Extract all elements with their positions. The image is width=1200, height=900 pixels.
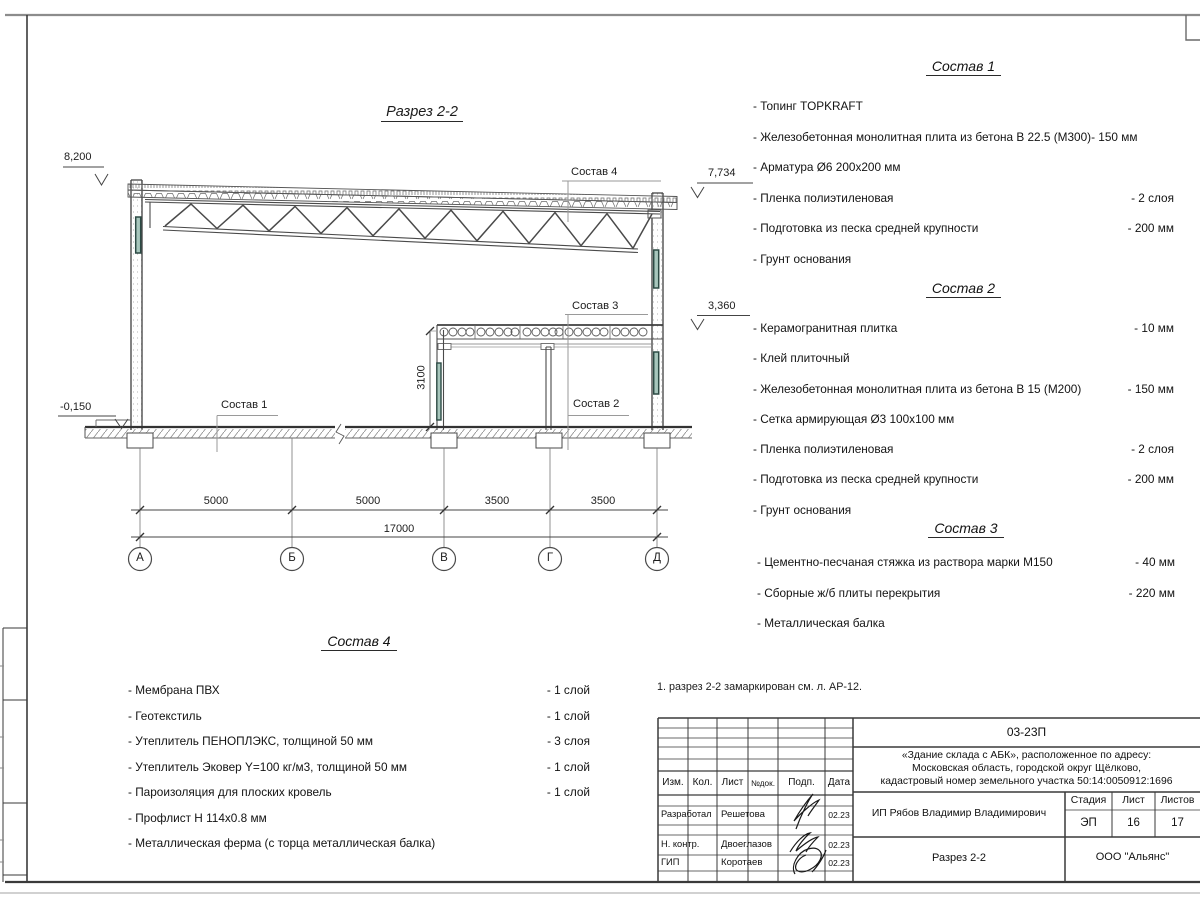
item-value: - 3 слоя — [547, 734, 590, 748]
list-item — [753, 321, 1174, 351]
list-item — [753, 412, 1174, 442]
signature-korotaev — [793, 848, 826, 874]
tb-col-izm: Изм. — [662, 777, 684, 788]
wall-column-section — [654, 352, 659, 394]
item-text: - Железобетонная монолитная плита из бетона В 22.5 (М300)- 150 мм — [753, 129, 1138, 144]
wall-left — [131, 180, 142, 430]
dim-height: 3100 — [415, 365, 428, 390]
callout-sostav1: Состав 1 — [221, 399, 268, 411]
section-title: Разрез 2-2 — [366, 104, 478, 122]
item-text: - Топинг TOPKRAFT — [753, 99, 863, 113]
elevation-floor: -0,150 — [60, 401, 92, 413]
tb-stadia-label: Стадия — [1070, 795, 1107, 806]
list-item — [128, 683, 590, 709]
tb-project-line1: «Здание склада с АБК», расположенное по адресу: — [901, 750, 1152, 761]
tb-col-list: Лист — [721, 777, 744, 788]
list-item — [128, 811, 590, 837]
item-text: - Сборные ж/б плиты перекрытия — [757, 585, 941, 600]
list-item — [753, 382, 1174, 412]
list-item — [753, 252, 1174, 283]
sostav2-title: Состав 2 — [926, 280, 1001, 298]
item-value: - 220 мм — [1128, 585, 1175, 600]
tb-name-1: Двоеглазов — [721, 839, 772, 850]
item-value: - 2 слоя — [1131, 442, 1174, 457]
side-stamp — [0, 628, 27, 882]
list-item — [128, 734, 590, 760]
callout-sostav3: Состав 3 — [572, 300, 619, 312]
item-text: - Пленка полиэтиленовая — [753, 190, 894, 205]
tb-col-kol: Кол. — [692, 777, 713, 788]
dim-3500-1: 3500 — [484, 495, 510, 507]
mezzanine-columns — [437, 325, 551, 430]
list-item — [753, 130, 1174, 161]
tb-project-line3: кадастровый номер земельного участка 50:14:0050912:1696 — [880, 776, 1173, 787]
item-value: - 2 слоя — [1131, 190, 1174, 205]
elevation-roof-right: 7,734 — [708, 167, 736, 179]
item-text: - Утеплитель ПЕНОПЛЭКС, толщиной 50 мм — [128, 734, 374, 748]
tb-doc-code: 03-23П — [1006, 725, 1047, 739]
dim-5000-2: 5000 — [355, 495, 381, 507]
item-text: - Железобетонная монолитная плита из бетона В 15 (М200) — [753, 381, 1082, 396]
axis-bubble-g: Г — [546, 552, 554, 564]
item-text: - Металлическая балка — [757, 616, 885, 630]
building-section — [58, 167, 753, 571]
item-value: - 1 слой — [546, 759, 590, 774]
list-item — [128, 836, 590, 862]
axis-bubbles — [129, 548, 669, 571]
tb-sheet-num: 16 — [1127, 817, 1140, 829]
axis-bubble-v: В — [440, 552, 448, 564]
elevation-roof-left: 8,200 — [64, 151, 92, 163]
item-text: - Керамогранитная плитка — [753, 321, 898, 335]
tb-sheets-total: 17 — [1171, 817, 1184, 829]
dim-total: 17000 — [383, 523, 415, 535]
tb-name-2: Коротаев — [721, 857, 763, 868]
item-text: - Мембрана ПВХ — [128, 683, 220, 697]
item-value: - 1 слой — [546, 785, 590, 799]
callout-sostav4: Состав 4 — [571, 166, 618, 178]
item-text: - Сетка армирующая Ø3 100х100 мм — [753, 411, 955, 426]
item-text: - Грунт основания — [753, 502, 852, 517]
tb-stadia-value: ЭП — [1080, 817, 1097, 829]
list-item — [753, 221, 1174, 252]
list-item — [757, 616, 1175, 647]
item-text: - Клей плиточный — [753, 351, 850, 366]
tb-client: ИП Рябов Владимир Владимирович — [871, 808, 1047, 819]
item-value: - 40 мм — [1135, 555, 1175, 569]
item-text: - Грунт основания — [753, 251, 852, 266]
tb-col-podp: Подп. — [788, 777, 815, 788]
sostav1-title: Состав 1 — [926, 58, 1001, 76]
signature-dvoeglazov — [790, 833, 818, 852]
tb-date-1: 02.23 — [828, 840, 850, 850]
tb-role-0: Разработал — [661, 809, 712, 819]
tb-date-2: 02.23 — [828, 858, 850, 868]
tb-col-ndok: №док. — [751, 779, 775, 788]
tb-role-1: Н. контр. — [661, 839, 700, 849]
mezzanine-slab — [437, 325, 663, 350]
dim-5000-1: 5000 — [203, 495, 229, 507]
tb-col-data: Дата — [827, 777, 851, 788]
list-item — [128, 709, 590, 735]
list-item — [757, 586, 1175, 617]
item-value: - 10 мм — [1134, 321, 1174, 335]
list-item — [757, 555, 1175, 586]
wall-column-section — [136, 217, 141, 253]
item-text: - Пароизоляция для плоских кровель — [128, 785, 332, 799]
wall-right — [652, 193, 663, 430]
item-text: - Арматура Ø6 200х200 мм — [753, 160, 901, 174]
tb-name-0: Решетова — [721, 809, 765, 820]
item-value: - 200 мм — [1127, 472, 1174, 487]
column-section — [437, 363, 441, 420]
signature-reshetova — [794, 794, 819, 829]
item-text: - Цементно-песчаная стяжка из раствора марки М150 — [757, 555, 1053, 569]
dim-3500-2: 3500 — [590, 495, 616, 507]
sostav3-list — [757, 520, 1175, 647]
list-item — [753, 351, 1174, 381]
item-value: - 200 мм — [1127, 221, 1174, 235]
list-item — [753, 442, 1174, 472]
axis-bubble-a: А — [136, 552, 144, 564]
footnote: 1. разрез 2-2 замаркирован см. л. АР-12. — [657, 681, 863, 693]
tb-listov-label: Листов — [1160, 795, 1195, 806]
sostav4-title: Состав 4 — [321, 633, 396, 651]
item-text: - Геотекстиль — [128, 708, 202, 723]
tb-list-label: Лист — [1122, 795, 1145, 806]
tb-project-line2: Московская область, городской округ Щёлково, — [911, 763, 1142, 774]
list-item — [753, 472, 1174, 502]
item-text: - Пленка полиэтиленовая — [753, 442, 894, 457]
list-item — [753, 160, 1174, 191]
axis-bubble-b: Б — [288, 552, 296, 564]
item-value: - 1 слой — [546, 683, 590, 697]
sostav4-list — [128, 633, 590, 862]
elevation-mezzanine: 3,360 — [708, 300, 736, 312]
item-text: - Утеплитель Эковер Y=100 кг/м3, толщиной 50 мм — [128, 759, 408, 774]
list-item — [128, 760, 590, 786]
list-item — [753, 191, 1174, 222]
item-text: - Подготовка из песка средней крупности — [753, 221, 979, 235]
list-item — [128, 785, 590, 811]
floor-slab — [85, 420, 692, 448]
item-value: - 150 мм — [1127, 381, 1174, 396]
list-item — [753, 99, 1174, 130]
tb-role-2: ГИП — [661, 857, 680, 867]
item-value: - 1 слой — [546, 708, 590, 723]
axis-bubble-d: Д — [653, 552, 661, 564]
tb-org: ООО "Альянс" — [1095, 851, 1170, 863]
tb-sheet-title: Разрез 2-2 — [931, 852, 986, 864]
item-text: - Подготовка из песка средней крупности — [753, 472, 979, 487]
item-text: - Профлист Н 114х0.8 мм — [128, 810, 267, 825]
tb-date-0: 02.23 — [828, 810, 850, 820]
wall-column-section — [654, 250, 659, 288]
sostav1-list — [753, 58, 1174, 282]
callout-sostav2: Состав 2 — [573, 398, 620, 410]
sostav3-title: Состав 3 — [928, 520, 1003, 538]
item-text: - Металлическая ферма (с торца металлическая балка) — [128, 836, 436, 850]
sostav2-list — [753, 280, 1174, 533]
